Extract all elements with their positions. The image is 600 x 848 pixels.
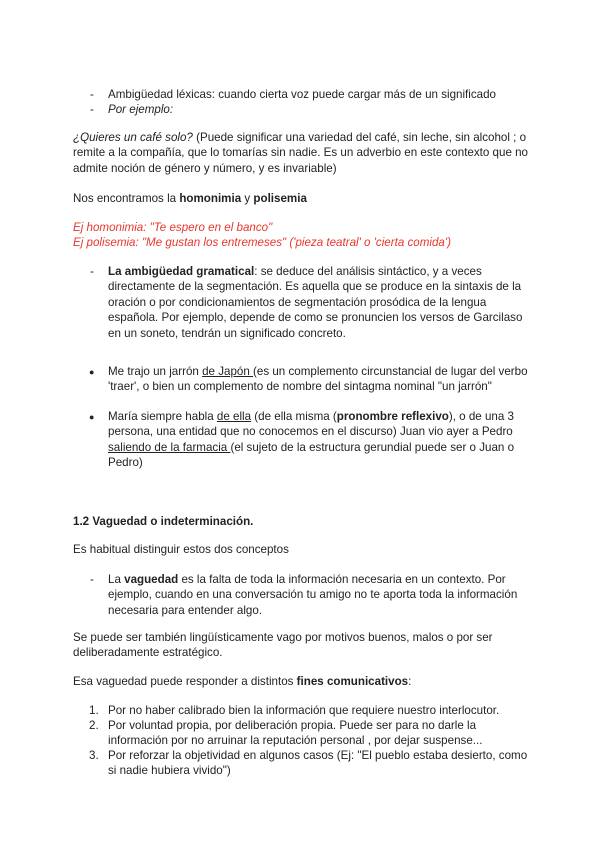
- term-fines-comunicativos: fines comunicativos: [296, 675, 409, 688]
- example-homonimia: Ej homonimia: "Te espero en el banco": [73, 221, 273, 234]
- list-item-ambiguedad-gramatical: La ambigüedad gramatical: se deduce del análisis sintáctico, y a veces directamente de la segmentación. Es aquella que se produce en la sintaxis de la oración o por condicionamientos de segmentación prosódica de la lengua española. Por ejemplo, depende de como se pronuncien los versos de Garcilaso en un soneto, tendrán un significado concreto.: [108, 265, 523, 340]
- paragraph-vago: Se puede ser también lingüísticamente vago por motivos buenos, malos o por ser deliberadamente estratégico.: [73, 631, 493, 660]
- list-item-ambiguedad-lexica: Ambigüedad léxicas: cuando cierta voz puede cargar más de un significado: [108, 88, 496, 101]
- bullet-item-jarron: Me trajo un jarrón de Japón (es un complemento circunstancial de lugar del verbo 'traer', o bien un complemento de nombre del sintagma nominal "un jarrón": [108, 365, 528, 394]
- term-homonimia: homonimia: [179, 192, 242, 205]
- list-item-vaguedad: La vaguedad es la falta de toda la información necesaria en un contexto. Por ejemplo, cuando en una conversación tu amigo no te aporta toda la información necesaria para entender algo.: [108, 573, 518, 617]
- numbered-item-3: Por reforzar la objetividad en algunos casos (Ej: "El pueblo estaba desierto, como si nadie hubiera vivido"): [108, 749, 528, 778]
- list-item-por-ejemplo: Por ejemplo:: [108, 103, 174, 116]
- list-number: 2.: [89, 719, 99, 732]
- underlined-saliendo: saliendo de la farmacia: [108, 440, 231, 454]
- numbered-item-1: Por no haber calibrado bien la información que requiere nuestro interlocutor.: [108, 704, 500, 717]
- list-dash: -: [90, 573, 94, 586]
- list-number: 3.: [89, 749, 99, 762]
- list-dash: -: [90, 265, 94, 278]
- list-dash: -: [90, 103, 94, 116]
- term-polisemia: polisemia: [253, 192, 307, 205]
- bullet-item-maria: María siempre habla de ella (de ella misma (pronombre reflexivo), o de una 3 persona, una entidad que no conocemos en el discurso) Juan vio ayer a Pedro saliendo de la farmacia (el sujeto de la estructura gerundial puede ser o Juan o Pedro): [108, 410, 515, 470]
- term-pronombre-reflexivo: pronombre reflexivo: [336, 410, 449, 423]
- paragraph-fines: Esa vaguedad puede responder a distintos fines comunicativos:: [73, 675, 412, 688]
- bullet-icon: ●: [89, 367, 95, 377]
- list-number: 1.: [89, 704, 99, 717]
- paragraph-intro: Es habitual distinguir estos dos conceptos: [73, 543, 289, 556]
- section-title: 1.2 Vaguedad o indeterminación.: [73, 515, 254, 528]
- example-polisemia: Ej polisemia: "Me gustan los entremeses" ('pieza teatral' o 'cierta comida'): [73, 236, 451, 249]
- paragraph-homonimia-polisemia: Nos encontramos la homonimia y polisemia: [73, 192, 307, 205]
- numbered-item-2: Por voluntad propia, por deliberación propia. Puede ser para no darle la información por no arruinar la reputación personal , por dejar suspense...: [108, 719, 483, 748]
- bullet-icon: ●: [89, 412, 95, 422]
- paragraph-cafe-solo: [73, 130, 533, 176]
- underlined-de-ella: de ella: [216, 410, 252, 423]
- cafe-question: ¿Quieres un café solo?: [73, 131, 193, 144]
- cafe-explanation: (Puede significar una variedad del café, sin leche, sin alcohol ; o remite a la compañía, que lo tomarías sin nadie. Es un adverbio en este contexto que no admite noción de género y número, y es invariable): [73, 131, 529, 175]
- list-dash: -: [90, 88, 94, 101]
- term-vaguedad: vaguedad: [124, 573, 179, 586]
- underlined-de-japon: de Japón: [202, 365, 254, 378]
- term-ambiguedad-gramatical: La ambigüedad gramatical: [108, 265, 255, 278]
